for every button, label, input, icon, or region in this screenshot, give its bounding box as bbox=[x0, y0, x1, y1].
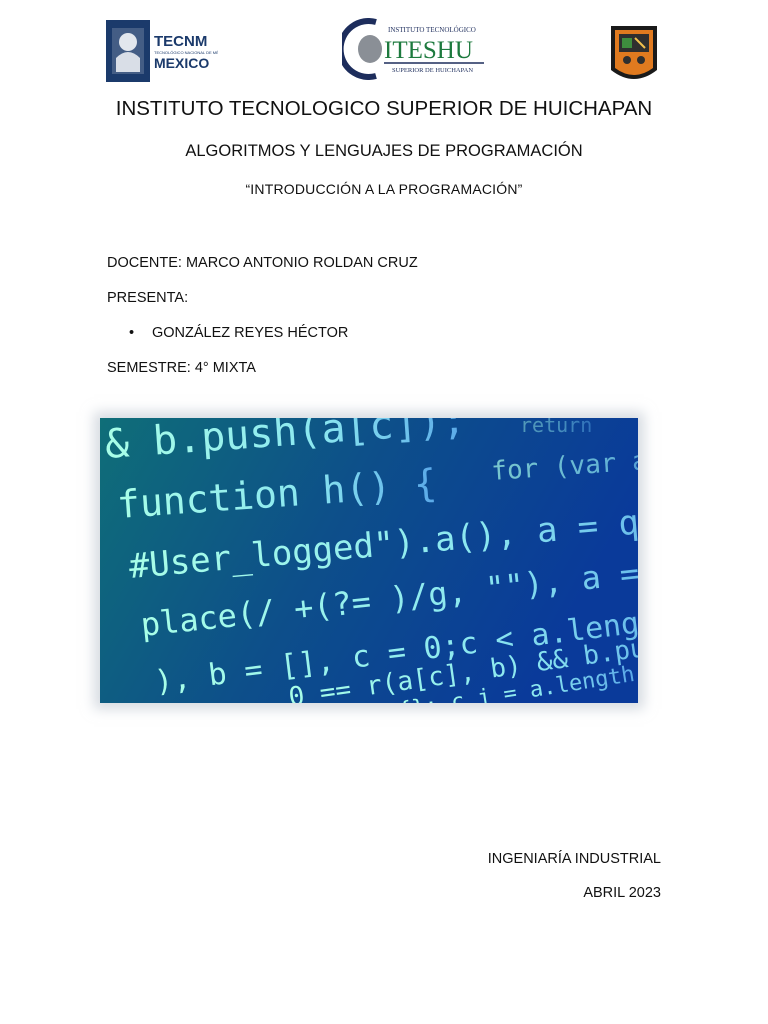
iteshu-top-text: INSTITUTO TECNOLÓGICO bbox=[388, 26, 476, 34]
student-name: GONZÁLEZ REYES HÉCTOR bbox=[152, 325, 349, 341]
bullet-icon: • bbox=[129, 325, 135, 341]
code-illustration bbox=[100, 418, 638, 703]
topic-title: “INTRODUCCIÓN A LA PROGRAMACIÓN” bbox=[245, 181, 523, 197]
code-line-3: #User_logged").a(), a = q(a), bbox=[127, 495, 638, 587]
code-line-5: ), b = [], c = 0;c < a.length;c bbox=[152, 596, 638, 700]
iteshu-logo bbox=[342, 18, 488, 80]
tecnm-logo bbox=[106, 18, 218, 84]
tecnm-country: MEXICO bbox=[154, 55, 210, 71]
code-line-9: return bbox=[520, 418, 593, 437]
code-line-2: function h() { bbox=[115, 460, 439, 527]
institution-title: INSTITUTO TECNOLOGICO SUPERIOR DE HUICHAPAN bbox=[115, 97, 653, 120]
career-emblem-logo bbox=[607, 22, 661, 88]
date-line: ABRIL 2023 bbox=[583, 885, 661, 901]
semester-line: SEMESTRE: 4° MIXTA bbox=[107, 360, 256, 376]
career-line: INGENIARÍA INDUSTRIAL bbox=[487, 851, 661, 867]
code-line-1: & b.push(a[c]); bbox=[103, 418, 468, 468]
iteshu-wordmark: ITESHU bbox=[384, 37, 473, 64]
code-line-6: 0 == r(a[c], b) && b.push( bbox=[286, 626, 638, 703]
tecnm-subtitle: TECNOLÓGICO NACIONAL DE M bbox=[154, 50, 217, 55]
teacher-line: DOCENTE: MARCO ANTONIO ROLDAN CRUZ bbox=[107, 255, 418, 271]
code-line-4: place(/ +(?= )/g, ""), a = bbox=[138, 553, 638, 644]
tecnm-wordmark: TECNM bbox=[154, 33, 208, 50]
presents-label: PRESENTA: bbox=[107, 290, 189, 306]
code-line-8: for (var a bbox=[490, 446, 638, 487]
code-line-7: {}; c.j = a.length bbox=[397, 661, 637, 703]
iteshu-bottom-text: SUPERIOR DE HUICHAPAN bbox=[392, 67, 474, 74]
subject-title: ALGORITMOS Y LENGUAJES DE PROGRAMACIÓN bbox=[185, 142, 583, 160]
